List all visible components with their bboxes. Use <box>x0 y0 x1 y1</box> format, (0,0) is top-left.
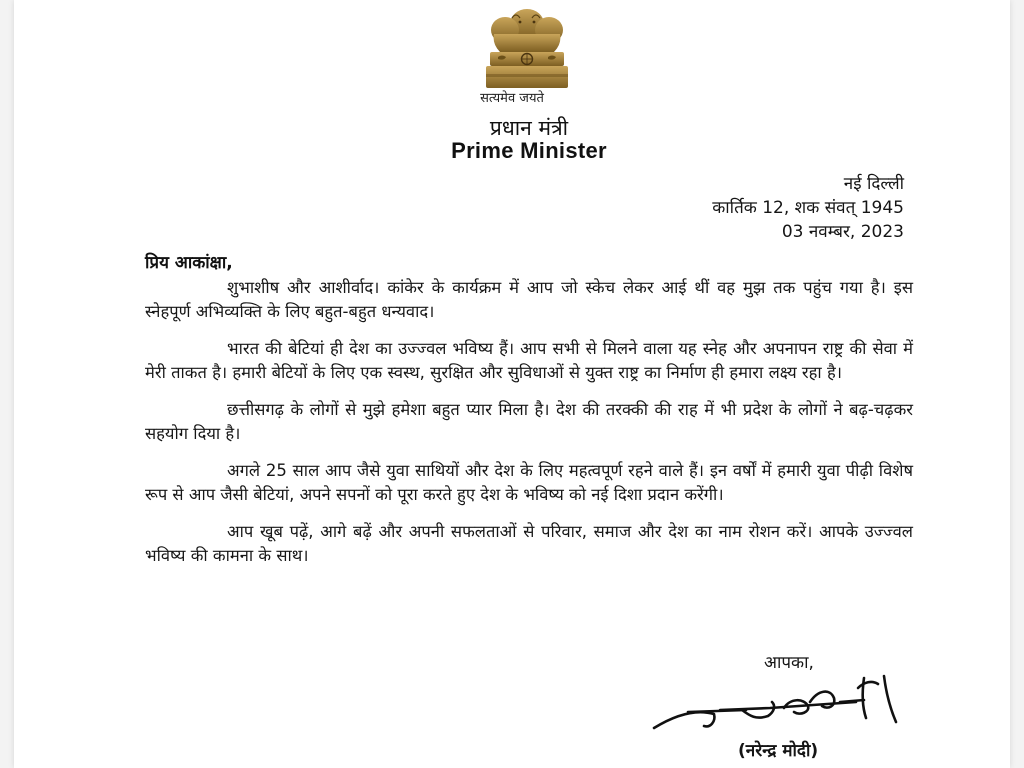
emblem-motto: सत्यमेव जयते <box>480 91 544 106</box>
signatory-name: (नरेन्द्र मोदी) <box>738 741 819 761</box>
place: नई दिल्ली <box>843 174 904 194</box>
letter-body <box>145 276 913 581</box>
office-title-hindi: प्रधान मंत्री <box>489 116 569 140</box>
handwritten-signature <box>650 672 915 734</box>
paragraph-1: शुभाशीष और आशीर्वाद। कांकेर के कार्यक्रम में आप जो स्केच लेकर आई थीं वह मुझ तक पहुंच गया है। इस स्नेहपूर्ण अभिव्यक्ति के लिए बहुत-बहुत धन्यवाद। <box>145 278 913 321</box>
salutation: प्रिय आकांक्षा, <box>145 253 233 273</box>
paragraph-2: भारत की बेटियां ही देश का उज्ज्वल भविष्य हैं। आप सभी से मिलने वाला यह स्नेह और अपनापन राष्ट्र की सेवा में मेरी ताकत है। हमारी बेटियों के लिए एक स्वस्थ, सुरक्षित और सुविधाओं से युक्त राष्ट्र का निर्माण ही हमारा लक्ष्य रहा है। <box>145 339 913 382</box>
closing: आपका, <box>764 653 814 673</box>
gregorian-date: 03 नवम्बर, 2023 <box>781 222 904 242</box>
paragraph-3: छत्तीसगढ़ के लोगों से मुझे हमेशा बहुत प्यार मिला है। देश की तरक्की की राह में भी प्रदेश के लोगों ने बढ़-चढ़कर सहयोग दिया है। <box>145 400 913 443</box>
place-date-block <box>712 172 904 244</box>
paragraph-4: अगले 25 साल आप जैसे युवा साथियों और देश के लिए महत्वपूर्ण रहने वाले हैं। इन वर्षों में हमारी युवा पीढ़ी विशेष रूप से आप जैसी बेटियां, अपने सपनों को पूरा करते हुए देश के भविष्य को नई दिशा प्रदान करेंगी। <box>145 461 913 504</box>
national-emblem-icon <box>472 4 582 92</box>
saka-date: कार्तिक 12, शक संवत् 1945 <box>712 198 904 218</box>
office-title-english: Prime Minister <box>451 138 607 163</box>
paragraph-5: आप खूब पढ़ें, आगे बढ़ें और अपनी सफलताओं से परिवार, समाज और देश का नाम रोशन करें। आपके उज्ज्वल भविष्य की कामना के साथ। <box>145 522 913 565</box>
